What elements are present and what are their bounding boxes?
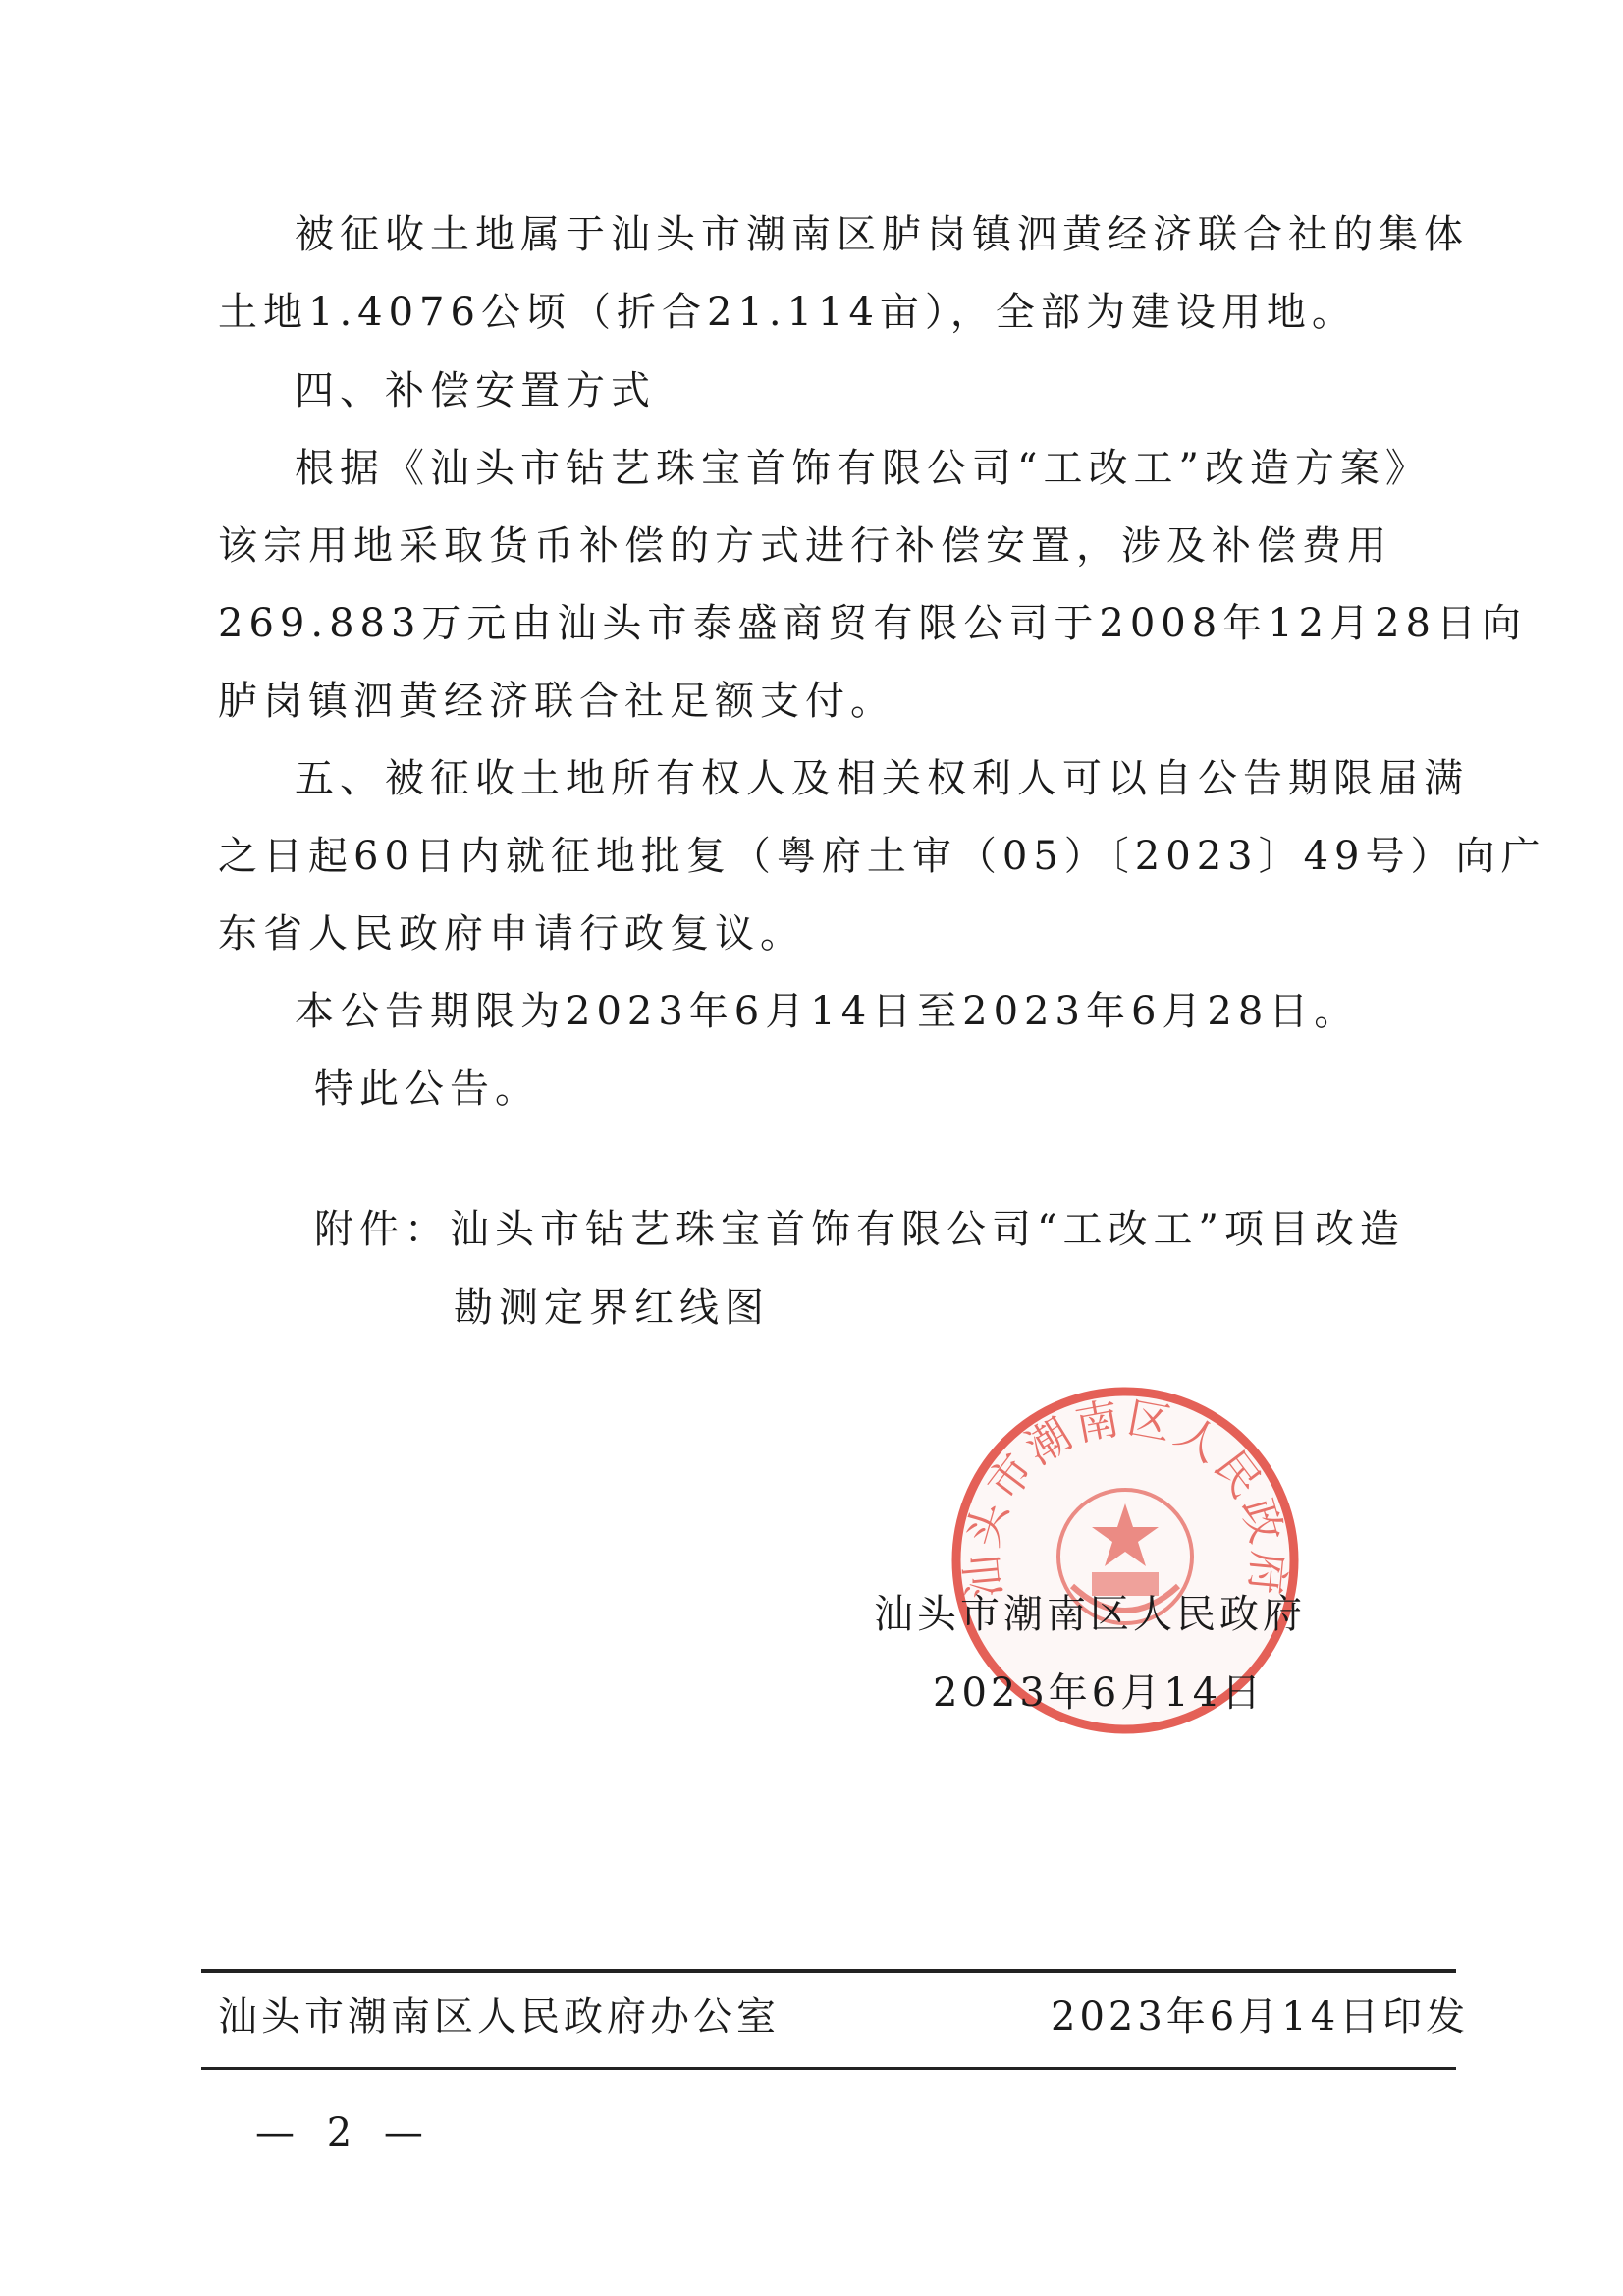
footer-bottom-rule (201, 2067, 1456, 2070)
issuer-name: 汕头市潮南区人民政府 (874, 1592, 1306, 1637)
footer-print-date: 2023年6月14日印发 (1051, 1995, 1470, 2040)
paragraph-land-ownership-line2: 土地1.4076公顷（折合21.114亩），全部为建设用地。 (218, 290, 1357, 335)
page-number: — 2 — (255, 2110, 433, 2156)
paragraph-compensation-line3: 269.883万元由汕头市泰盛商贸有限公司于2008年12月28日向 (218, 601, 1528, 646)
paragraph-compensation-line2: 该宗用地采取货币补偿的方式进行补偿安置，涉及补偿费用 (218, 523, 1392, 569)
paragraph-compensation-line1: 根据《汕头市钻艺珠宝首饰有限公司“工改工”改造方案》 (295, 446, 1431, 491)
paragraph-compensation-line4: 胪岗镇泗黄经济联合社足额支付。 (218, 679, 895, 724)
section-heading-compensation: 四、补偿安置方式 (295, 368, 656, 413)
issue-date: 2023年6月14日 (933, 1670, 1266, 1716)
footer-top-rule (201, 1969, 1456, 1973)
paragraph-appeal-line3: 东省人民政府申请行政复议。 (218, 911, 805, 957)
paragraph-land-ownership-line1: 被征收土地属于汕头市潮南区胪岗镇泗黄经济联合社的集体 (295, 212, 1469, 257)
attachment-line1: 附件：汕头市钻艺珠宝首饰有限公司“工改工”项目改造 (314, 1207, 1405, 1252)
footer-office: 汕头市潮南区人民政府办公室 (218, 1995, 780, 2040)
paragraph-appeal-line2: 之日起60日内就征地批复（粤府土审（05）〔2023〕49号）向广 (218, 834, 1546, 879)
paragraph-notice-period: 本公告期限为2023年6月14日至2023年6月28日。 (295, 989, 1360, 1034)
paragraph-closing: 特此公告。 (314, 1066, 540, 1112)
paragraph-appeal-line1: 五、被征收土地所有权人及相关权利人可以自公告期限届满 (295, 756, 1469, 801)
attachment-line2: 勘测定界红线图 (454, 1285, 770, 1331)
seal-text: 汕头市潮南区人民政府 (956, 1393, 1294, 1601)
